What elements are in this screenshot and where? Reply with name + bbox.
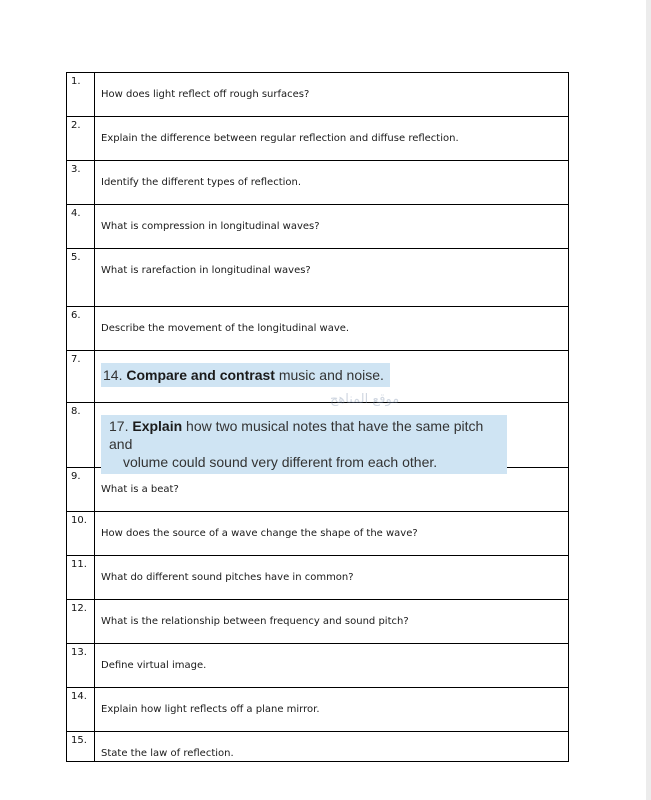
question-cell bbox=[95, 73, 569, 117]
watermark: موقع المناهج bbox=[330, 392, 400, 407]
question-text: Explain the difference between regular reflection and diffuse reflection. bbox=[101, 133, 459, 144]
question-cell bbox=[95, 403, 569, 468]
question-cell bbox=[95, 644, 569, 688]
question-text: What do different sound pitches have in common? bbox=[101, 572, 354, 583]
question-text: Identify the different types of reflection. bbox=[101, 177, 302, 188]
question-keyword: Explain bbox=[132, 418, 183, 434]
question-cell bbox=[95, 468, 569, 512]
question-text: What is the relationship between frequency and sound pitch? bbox=[101, 616, 409, 627]
questions-table bbox=[66, 72, 569, 762]
question-number: 3. bbox=[67, 161, 95, 205]
question-number: 8. bbox=[67, 403, 95, 468]
question-prefix: 17. bbox=[109, 418, 133, 434]
question-cell bbox=[95, 688, 569, 732]
table-row bbox=[67, 205, 569, 249]
question-cell bbox=[95, 556, 569, 600]
question-number: 12. bbox=[67, 600, 95, 644]
table-row bbox=[67, 644, 569, 688]
question-keyword: Compare and contrast bbox=[126, 367, 275, 383]
question-cell bbox=[95, 205, 569, 249]
highlighted-question bbox=[101, 415, 507, 474]
question-text: What is a beat? bbox=[101, 484, 179, 495]
question-text: What is compression in longitudinal waves? bbox=[101, 221, 320, 232]
question-cell bbox=[95, 161, 569, 205]
highlighted-question bbox=[101, 363, 390, 387]
question-cell bbox=[95, 512, 569, 556]
question-number: 5. bbox=[67, 249, 95, 307]
question-number: 13. bbox=[67, 644, 95, 688]
question-text: What is rarefaction in longitudinal waves? bbox=[101, 265, 311, 276]
question-cell bbox=[95, 307, 569, 351]
table-row bbox=[67, 732, 569, 762]
question-cell bbox=[95, 600, 569, 644]
question-prefix: 14. bbox=[103, 367, 127, 383]
question-text-line2: volume could sound very different from each other. bbox=[123, 454, 438, 470]
question-cell bbox=[95, 249, 569, 307]
table-row bbox=[67, 351, 569, 403]
question-number: 4. bbox=[67, 205, 95, 249]
question-text: How does light reflect off rough surfaces? bbox=[101, 89, 310, 100]
question-text: How does the source of a wave change the shape of the wave? bbox=[101, 528, 418, 539]
question-cell bbox=[95, 732, 569, 762]
question-number: 2. bbox=[67, 117, 95, 161]
question-text: music and noise. bbox=[274, 367, 384, 383]
table-row bbox=[67, 512, 569, 556]
table-row bbox=[67, 73, 569, 117]
question-number: 15. bbox=[67, 732, 95, 762]
table-row bbox=[67, 556, 569, 600]
table-row bbox=[67, 161, 569, 205]
question-text: Explain how light reflects off a plane mirror. bbox=[101, 704, 320, 715]
question-text: Define virtual image. bbox=[101, 660, 207, 671]
table-row bbox=[67, 307, 569, 351]
table-row bbox=[67, 600, 569, 644]
question-text: State the law of reflection. bbox=[101, 748, 234, 759]
question-text: Describe the movement of the longitudinal wave. bbox=[101, 323, 350, 334]
table-row bbox=[67, 688, 569, 732]
table-row bbox=[67, 117, 569, 161]
question-number: 10. bbox=[67, 512, 95, 556]
table-row bbox=[67, 403, 569, 468]
question-number: 9. bbox=[67, 468, 95, 512]
question-cell bbox=[95, 117, 569, 161]
question-number: 6. bbox=[67, 307, 95, 351]
scrollbar-track[interactable] bbox=[646, 0, 651, 800]
question-number: 14. bbox=[67, 688, 95, 732]
question-number: 7. bbox=[67, 351, 95, 403]
table-row bbox=[67, 468, 569, 512]
question-number: 11. bbox=[67, 556, 95, 600]
question-number: 1. bbox=[67, 73, 95, 117]
table-row bbox=[67, 249, 569, 307]
question-text: how two musical notes that have the same pitch and bbox=[109, 418, 484, 452]
